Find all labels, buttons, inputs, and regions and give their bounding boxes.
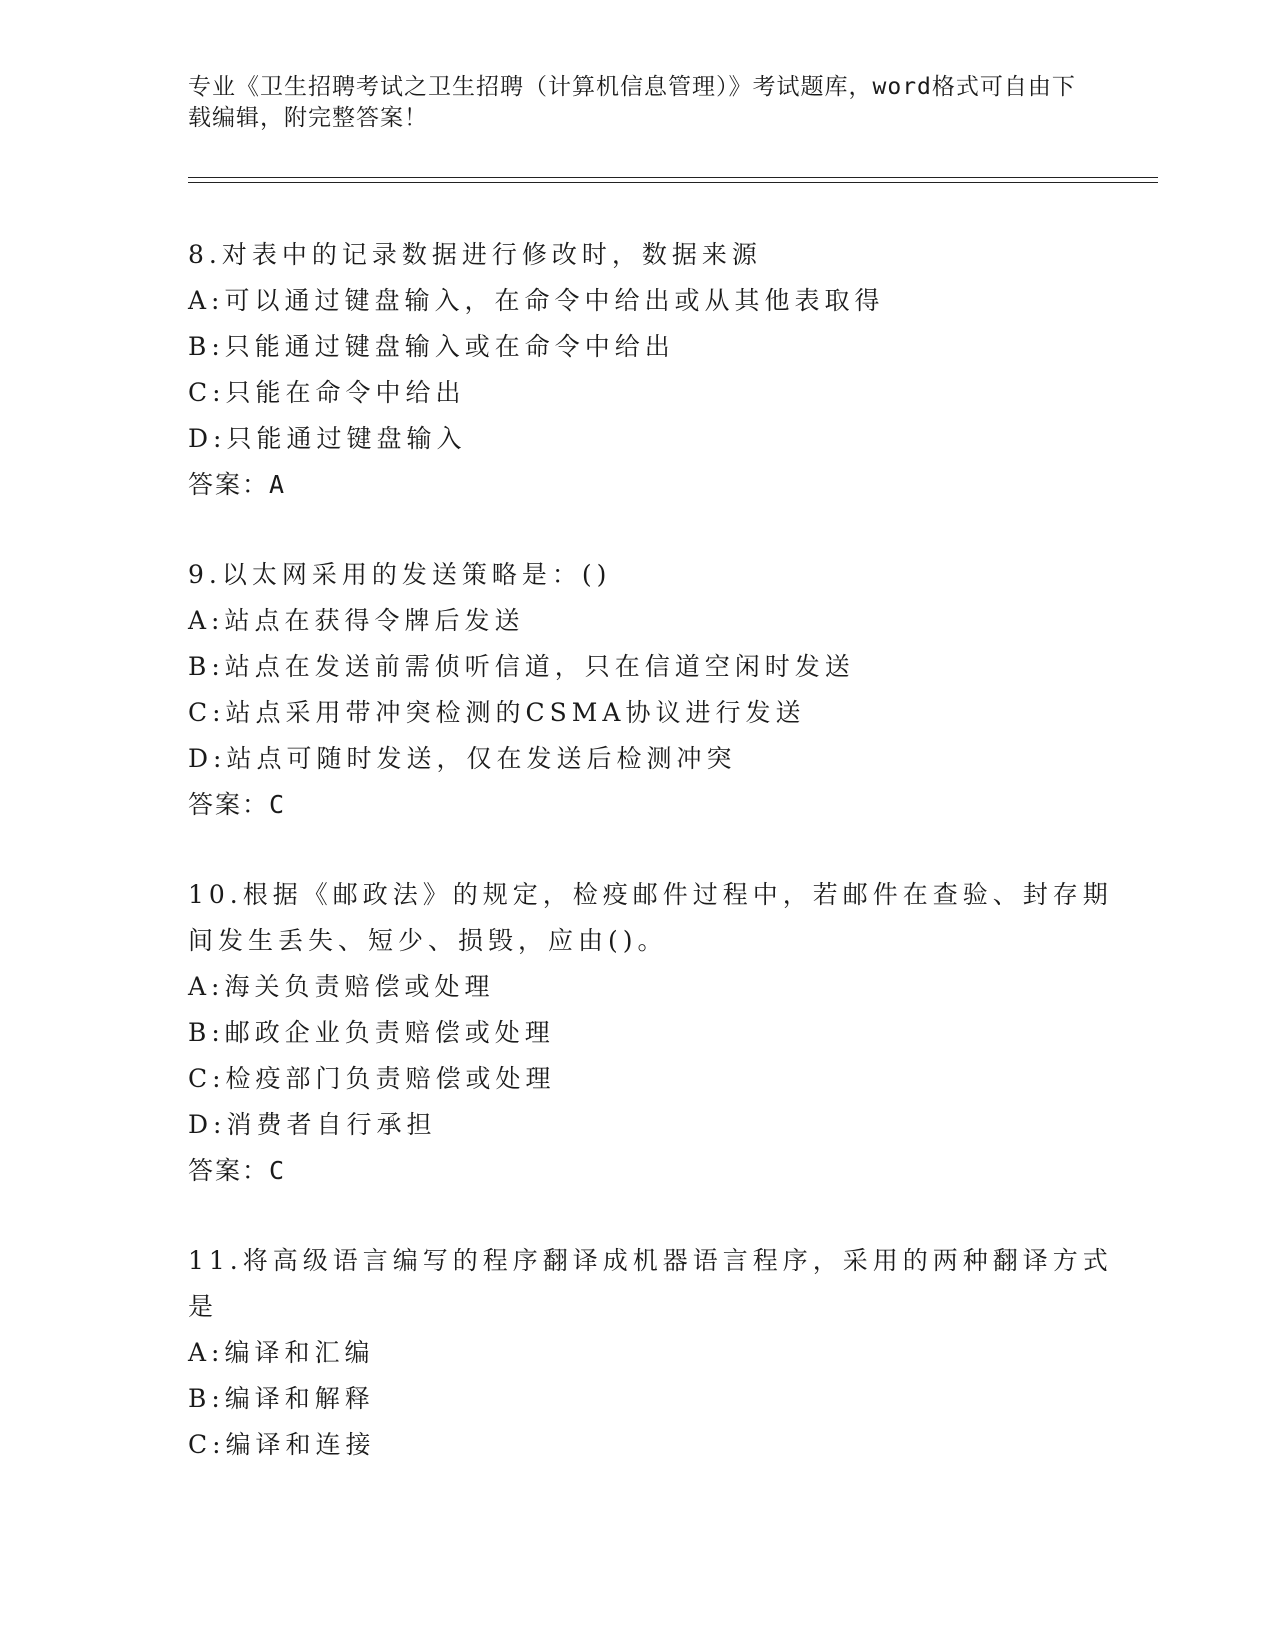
- question-stem: 9.以太网采用的发送策略是：(): [188, 560, 612, 589]
- option-d: D:只能通过键盘输入: [188, 424, 467, 453]
- document-intro: 专业《卫生招聘考试之卫生招聘（计算机信息管理）》考试题库，word格式可自由下载编辑，附完整答案！: [188, 74, 1076, 131]
- option-b: B:站点在发送前需侦听信道，只在信道空闲时发送: [188, 652, 855, 681]
- option-b: B:邮政企业负责赔偿或处理: [188, 1018, 555, 1047]
- question-block-11: [188, 1238, 1113, 1468]
- question-block-10: [188, 872, 1113, 1194]
- question-block-9: [188, 552, 1088, 828]
- question-stem-line-2: 间发生丢失、短少、损毁，应由()。: [188, 926, 668, 955]
- option-b: B:编译和解释: [188, 1384, 375, 1413]
- question-stem-line-2: 是: [188, 1292, 219, 1321]
- question-stem: 8.对表中的记录数据进行修改时，数据来源: [188, 240, 762, 269]
- question-stem-line-1: 11.将高级语言编写的程序翻译成机器语言程序，采用的两种翻译方式: [188, 1246, 1113, 1275]
- option-d: D:站点可随时发送，仅在发送后检测冲突: [188, 744, 737, 773]
- option-c: C:编译和连接: [188, 1430, 376, 1459]
- option-a: A:站点在获得令牌后发送: [188, 606, 525, 635]
- option-d: D:消费者自行承担: [188, 1110, 437, 1139]
- option-a: A:海关负责赔偿或处理: [188, 972, 495, 1001]
- answer-label: 答案：C: [188, 790, 287, 819]
- header-divider-top: [188, 177, 1158, 178]
- header-divider-bottom: [188, 182, 1158, 183]
- answer-label: 答案：A: [188, 470, 287, 499]
- question-block-8: [188, 232, 1088, 508]
- option-c: C:只能在命令中给出: [188, 378, 466, 407]
- option-c: C:站点采用带冲突检测的CSMA协议进行发送: [188, 698, 806, 727]
- question-stem-line-1: 10.根据《邮政法》的规定，检疫邮件过程中，若邮件在查验、封存期: [188, 880, 1113, 909]
- option-a: A:编译和汇编: [188, 1338, 375, 1367]
- option-c: C:检疫部门负责赔偿或处理: [188, 1064, 556, 1093]
- option-a: A:可以通过键盘输入，在命令中给出或从其他表取得: [188, 286, 885, 315]
- option-b: B:只能通过键盘输入或在命令中给出: [188, 332, 675, 361]
- answer-label: 答案：C: [188, 1156, 287, 1185]
